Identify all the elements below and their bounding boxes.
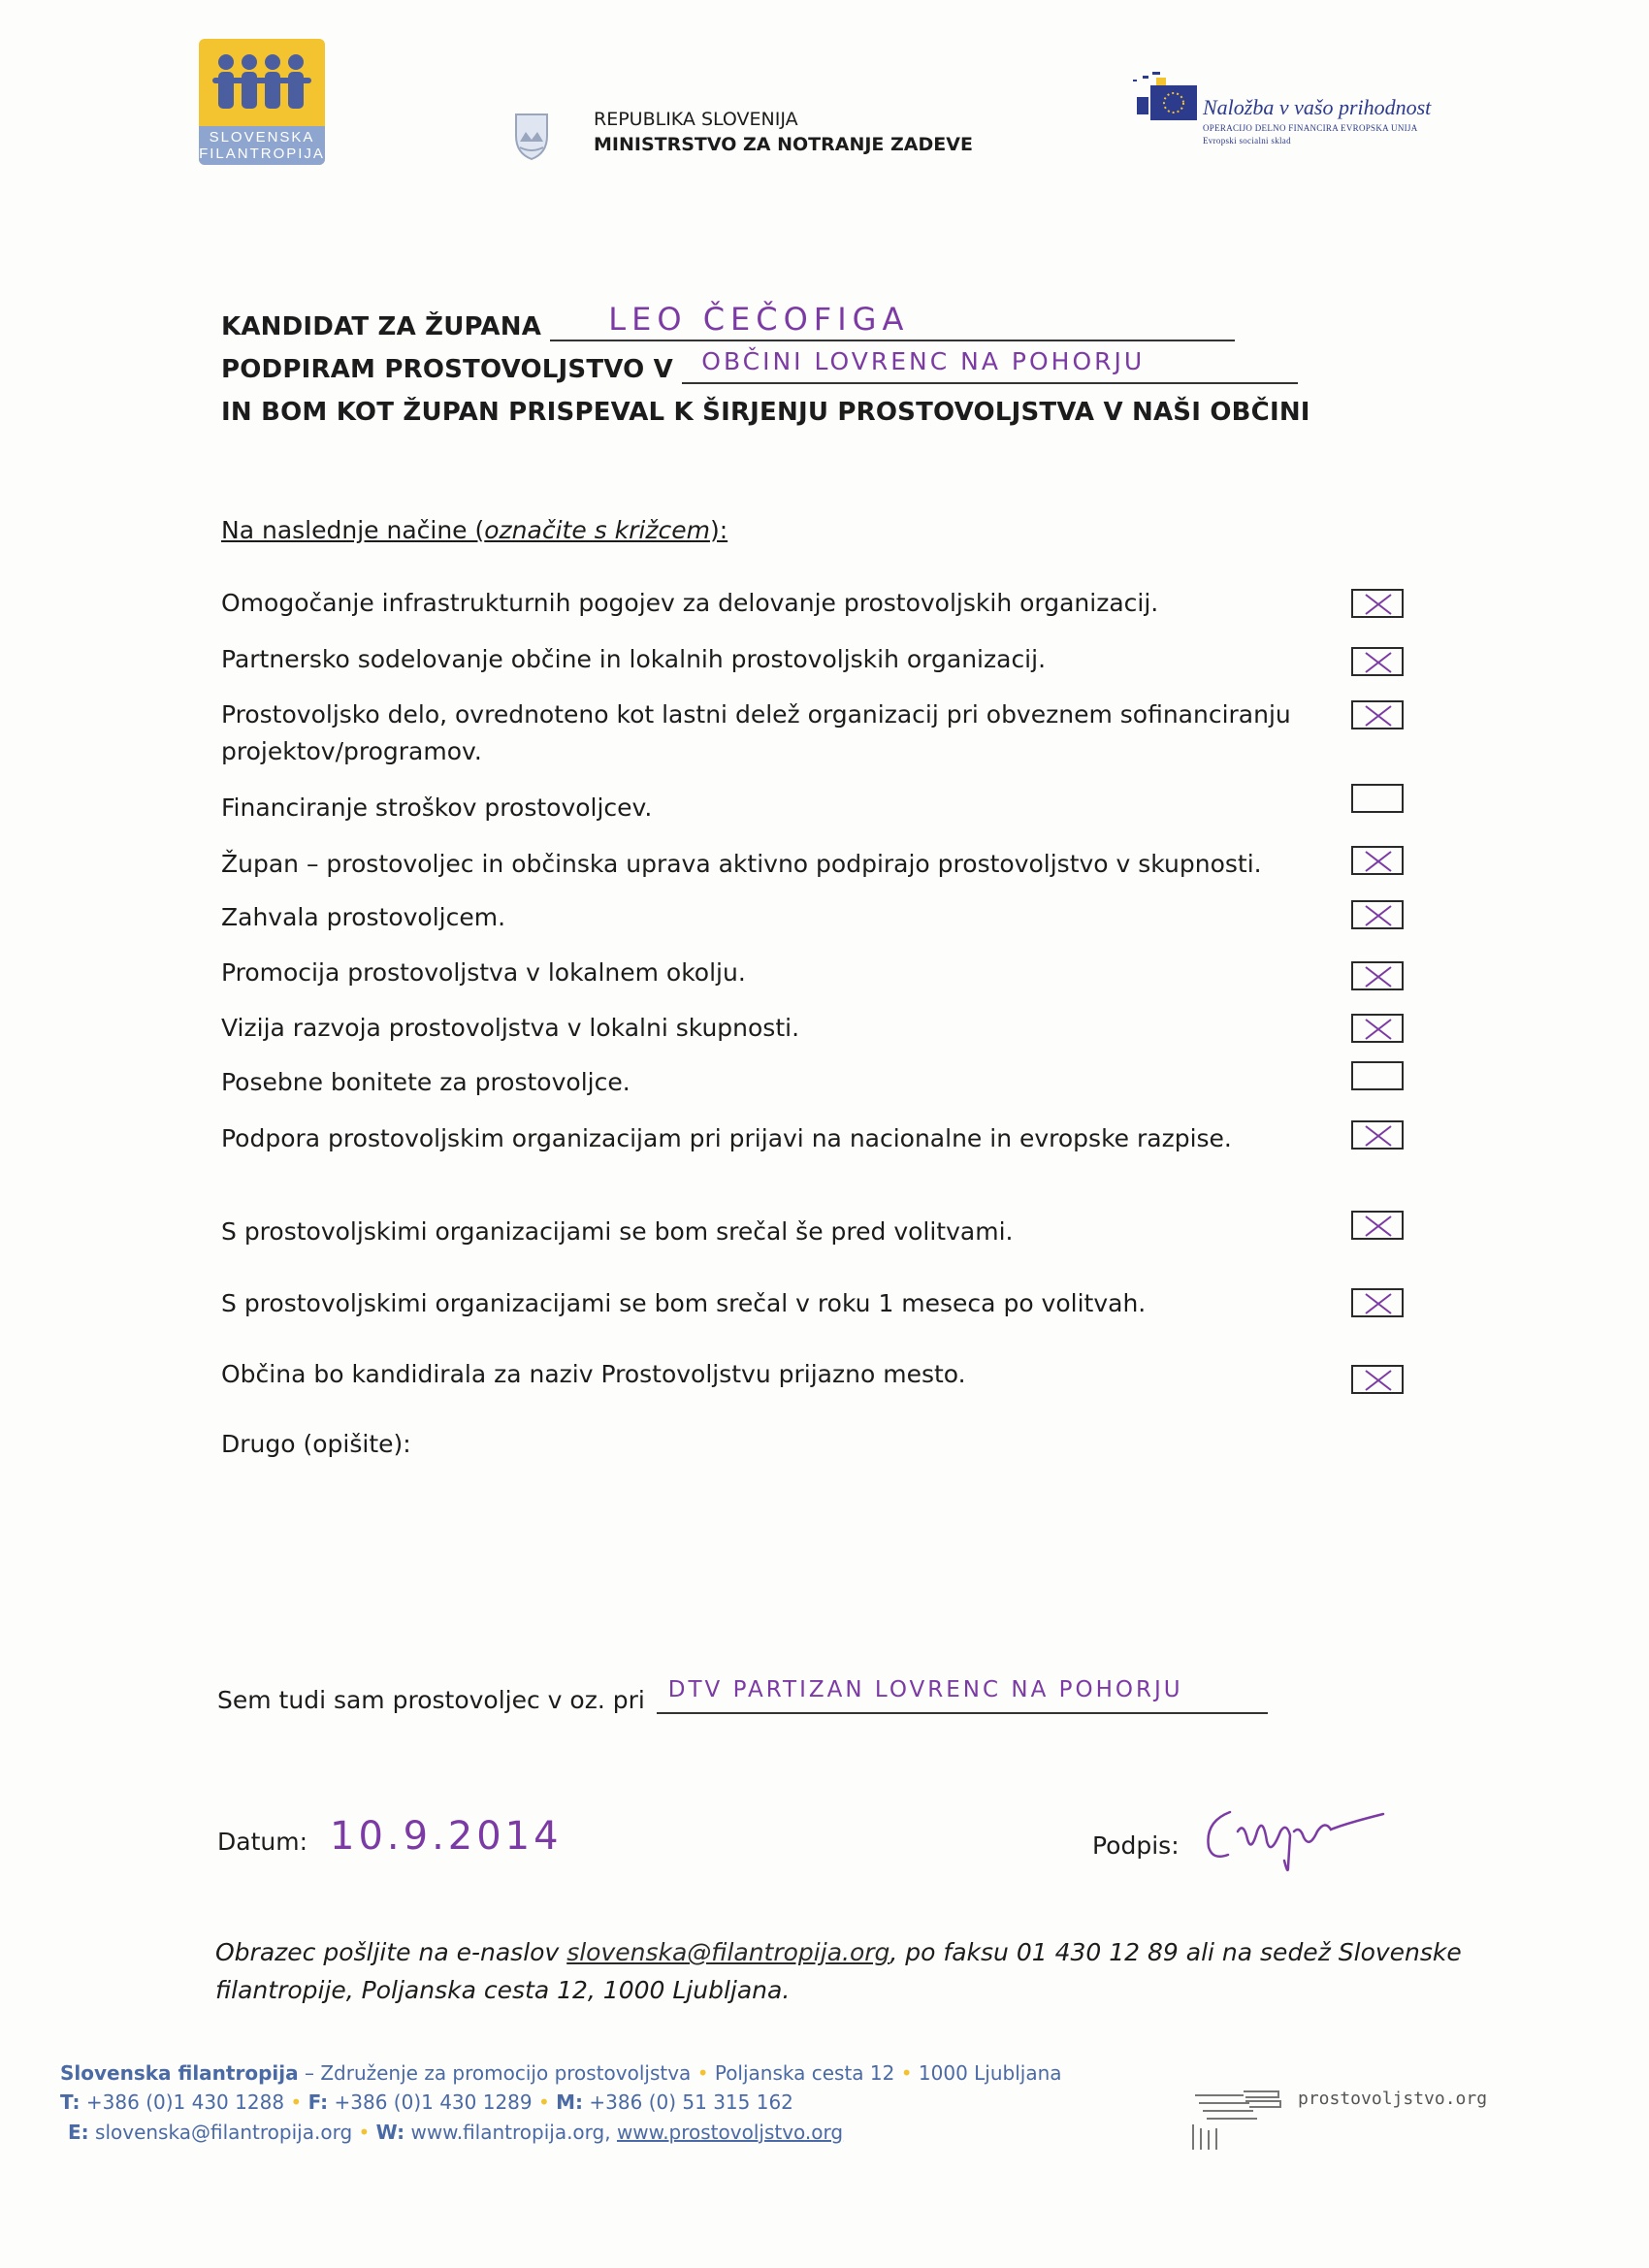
support-row	[221, 347, 1298, 384]
footer-line1: Slovenska filantropija – Združenje za promocijo prostovoljstva • Poljanska cesta 12 • 1000 Ljubljana	[60, 2061, 1062, 2085]
check-x-mark	[1363, 964, 1394, 989]
intro-emphasis: označite s križcem	[484, 516, 710, 544]
slovenia-coat-of-arms-icon	[512, 111, 551, 161]
option-checkbox[interactable]	[1351, 1014, 1404, 1043]
option-checkbox[interactable]	[1351, 784, 1404, 813]
footer-web[interactable]: www.filantropija.org,	[410, 2121, 617, 2144]
option-text: S prostovoljskimi organizacijami se bom srečal v roku 1 meseca po volitvah.	[221, 1289, 1147, 1317]
footer-m-label: M:	[556, 2090, 584, 2114]
footer-w-label: W:	[375, 2121, 405, 2144]
option-checkbox[interactable]	[1351, 900, 1404, 929]
check-x-mark	[1363, 1017, 1394, 1042]
check-x-mark	[1363, 1214, 1394, 1239]
option-checkbox[interactable]	[1351, 1211, 1404, 1240]
option-checkbox[interactable]	[1351, 700, 1404, 729]
other-label: Drugo (opišite):	[221, 1430, 411, 1458]
volunteer-field[interactable]	[657, 1679, 1268, 1714]
check-x-mark	[1363, 849, 1394, 874]
option-text: Vizija razvoja prostovoljstva v lokalni skupnosti.	[221, 1014, 800, 1042]
check-x-mark	[1363, 1291, 1394, 1316]
option-text: Posebne bonitete za prostovoljce.	[221, 1068, 630, 1096]
ministry-line1: REPUBLIKA SLOVENIJA	[594, 109, 798, 130]
support-field[interactable]	[682, 347, 1298, 384]
eu-title: Naložba v vašo prihodnost	[1203, 95, 1432, 119]
candidate-row	[221, 301, 1235, 341]
option-checkbox[interactable]	[1351, 589, 1404, 618]
note-email-link[interactable]: slovenska@filantropija.org	[566, 1938, 890, 1966]
footer-mobile: +386 (0) 51 315 162	[589, 2090, 793, 2114]
intro-suffix: ):	[709, 516, 728, 544]
footer-e-label: E:	[68, 2121, 89, 2144]
footer-f-label: F:	[307, 2090, 329, 2114]
prostovoljstvo-badge: prostovoljstvo.org	[1298, 2089, 1488, 2109]
candidate-label: KANDIDAT ZA ŽUPANA	[221, 312, 542, 341]
eu-flag-icon	[1075, 66, 1201, 128]
ministry-line2: MINISTRSTVO ZA NOTRANJE ZADEVE	[594, 134, 973, 155]
footer-line3: E: slovenska@filantropija.org • W: www.filantropija.org, www.prostovoljstvo.org	[68, 2121, 844, 2144]
check-x-mark	[1363, 703, 1394, 729]
date-value[interactable]: 10.9.2014	[330, 1814, 563, 1859]
option-checkbox[interactable]	[1351, 961, 1404, 990]
option-checkbox[interactable]	[1351, 846, 1404, 875]
footer-org-desc: – Združenje za promocijo prostovoljstva	[298, 2061, 692, 2085]
footer-street: Poljanska cesta 12	[714, 2061, 895, 2085]
option-text: Omogočanje infrastrukturnih pogojev za delovanje prostovoljskih organizacij.	[221, 589, 1159, 617]
footer-line2: T: +386 (0)1 430 1288 • F: +386 (0)1 430 1289 • M: +386 (0) 51 315 162	[60, 2090, 793, 2114]
volunteer-row	[217, 1679, 1268, 1714]
candidate-value: LEO ČEČOFIGA	[608, 301, 910, 338]
option-text: Podpora prostovoljskim organizacijam pri prijavi na nacionalne in evropske razpise.	[221, 1124, 1232, 1152]
footer-phone: +386 (0)1 430 1288	[85, 2090, 285, 2114]
eu-sub1: OPERACIJO DELNO FINANCIRA EVROPSKA UNIJA	[1203, 123, 1418, 133]
date-label: Datum:	[217, 1828, 307, 1856]
option-text: Občina bo kandidirala za naziv Prostovoljstvu prijazno mesto.	[221, 1360, 966, 1388]
intro-prefix: Na naslednje načine (	[221, 516, 485, 544]
note-prefix: Obrazec pošljite na e-naslov	[215, 1938, 567, 1966]
check-x-mark	[1363, 592, 1394, 617]
option-text: Župan – prostovoljec in občinska uprava aktivno podpirajo prostovoljstvo v skupnosti.	[221, 850, 1262, 878]
logo-line1: SLOVENSKA	[209, 129, 315, 146]
footer-org: Slovenska filantropija	[60, 2061, 299, 2085]
footer-city: 1000 Ljubljana	[918, 2061, 1062, 2085]
check-x-mark	[1363, 1368, 1394, 1393]
people-icon	[212, 52, 311, 111]
option-text: Prostovoljsko delo, ovrednoteno kot lastni delež organizacij pri obveznem sofinanciranju projektov/programov.	[221, 700, 1291, 765]
footer-web2[interactable]: www.prostovoljstvo.org	[616, 2121, 844, 2144]
volunteer-label: Sem tudi sam prostovoljec v oz. pri	[217, 1686, 645, 1714]
option-text: Promocija prostovoljstva v lokalnem okolju.	[221, 958, 746, 987]
instructions	[221, 516, 728, 544]
candidate-field[interactable]	[550, 301, 1235, 341]
option-text: Zahvala prostovoljcem.	[221, 903, 506, 931]
logo-line2: FILANTROPIJA	[199, 146, 325, 162]
support-label: PODPIRAM PROSTOVOLJSTVO V	[221, 355, 673, 384]
option-checkbox[interactable]	[1351, 1061, 1404, 1090]
pledge-line: IN BOM KOT ŽUPAN PRISPEVAL K ŠIRJENJU PROSTOVOLJSTVA V NAŠI OBČINI	[221, 398, 1310, 427]
ministry-block	[594, 109, 973, 155]
check-x-mark	[1363, 903, 1394, 928]
note-suffix: , po faksu 01 430 12 89 ali na sedež Slovenske filantropije, Poljanska cesta 12, 1000 Ljubljana.	[215, 1938, 1462, 2004]
eu-text	[1203, 95, 1431, 146]
option-text: S prostovoljskimi organizacijami se bom srečal še pred volitvami.	[221, 1217, 1014, 1246]
option-checkbox[interactable]	[1351, 1365, 1404, 1394]
option-checkbox[interactable]	[1351, 647, 1404, 676]
option-checkbox[interactable]	[1351, 1120, 1404, 1150]
signature-label: Podpis:	[1092, 1831, 1180, 1860]
volunteer-value: DTV PARTIZAN LOVRENC NA POHORJU	[667, 1677, 1183, 1702]
check-x-mark	[1363, 1123, 1394, 1149]
check-x-mark	[1363, 650, 1394, 675]
footer-fax: +386 (0)1 430 1289	[334, 2090, 533, 2114]
support-value: OBČINI LOVRENC NA POHORJU	[701, 347, 1146, 375]
option-text: Financiranje stroškov prostovoljcev.	[221, 794, 653, 822]
slovenska-filantropija-logo	[199, 39, 325, 165]
footer-email[interactable]: slovenska@filantropija.org	[95, 2121, 353, 2144]
option-checkbox[interactable]	[1351, 1288, 1404, 1317]
signature-image[interactable]	[1199, 1802, 1393, 1880]
submission-note	[215, 1933, 1476, 2009]
eu-sub2: Evropski socialni sklad	[1203, 136, 1291, 146]
option-text: Partnersko sodelovanje občine in lokalnih prostovoljskih organizacij.	[221, 645, 1047, 673]
footer-t-label: T:	[60, 2090, 81, 2114]
prostovoljstvo-hands-icon	[1185, 2076, 1292, 2154]
